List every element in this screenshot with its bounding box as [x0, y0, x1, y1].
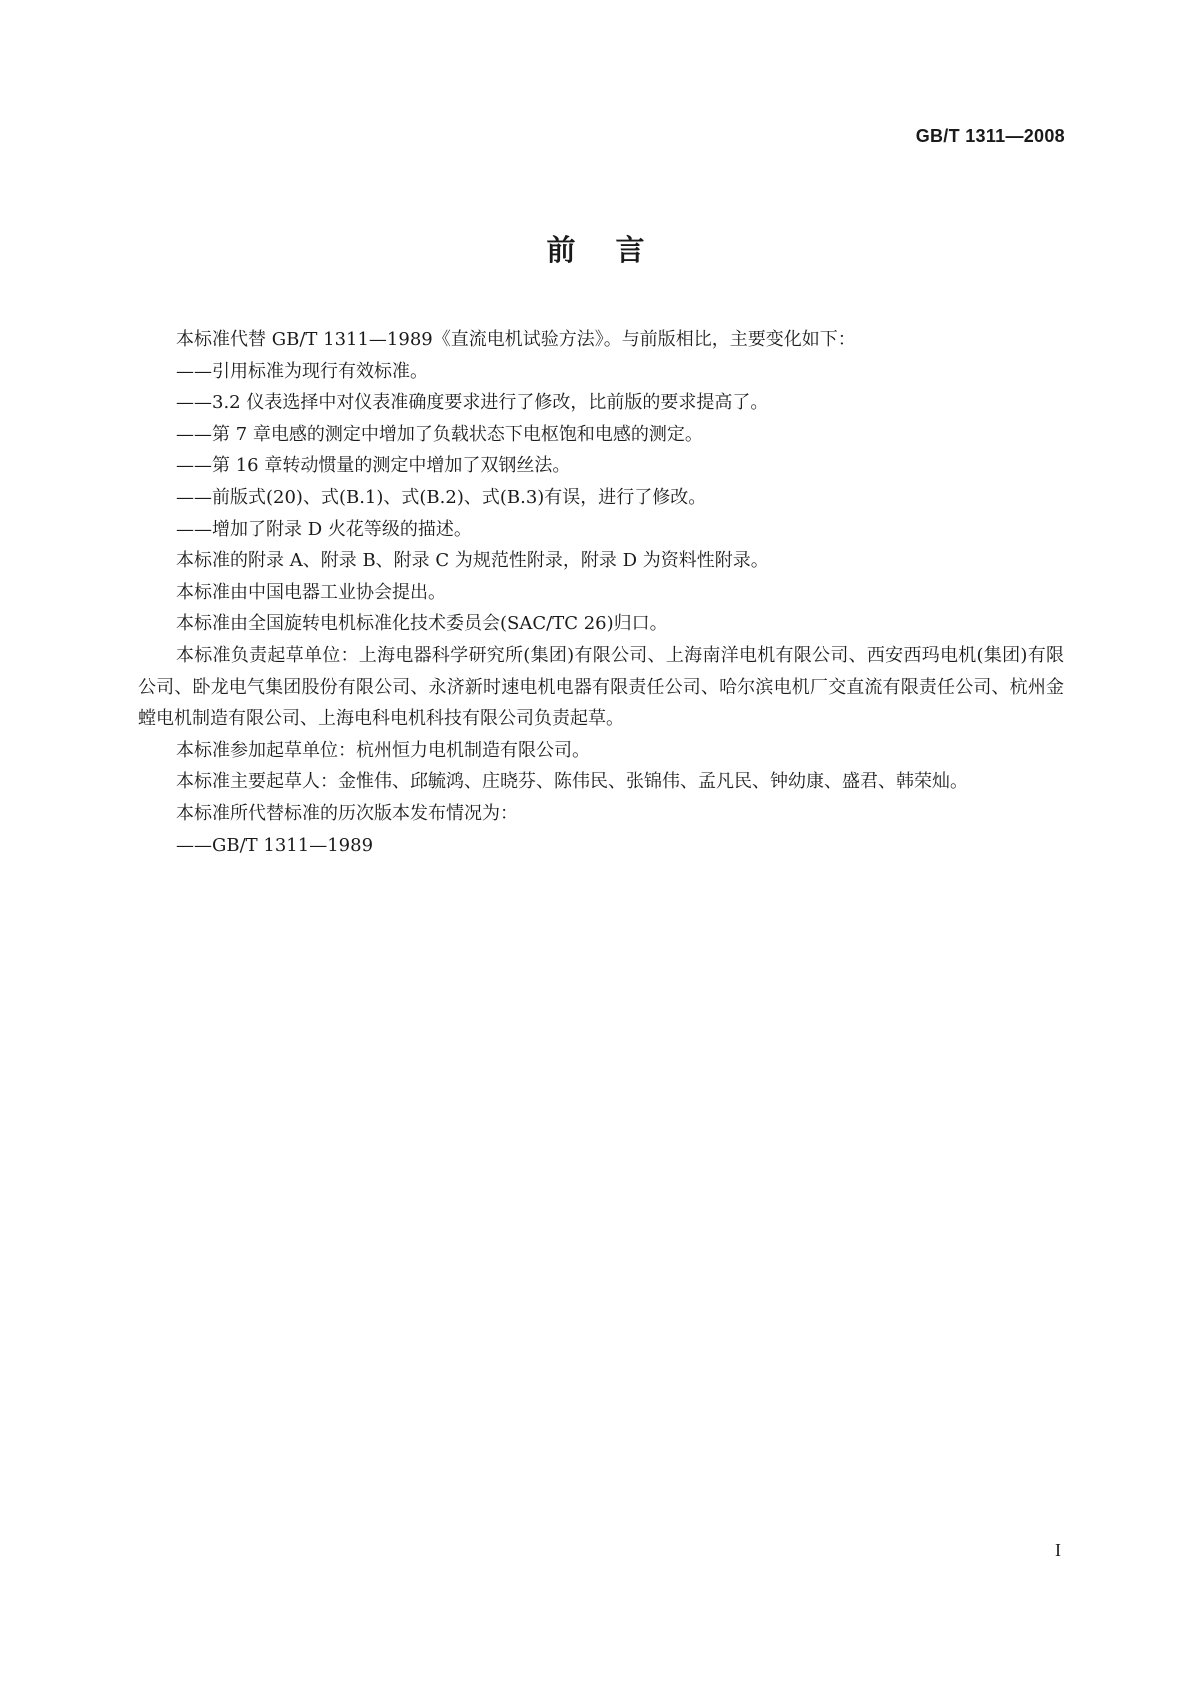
page-number: I [1055, 1540, 1061, 1560]
paragraph-history: 本标准所代替标准的历次版本发布情况为： [176, 802, 518, 824]
list-item-change: ——3.2 仪表选择中对仪表准确度要求进行了修改，比前版的要求提高了。 [176, 392, 769, 414]
paragraph-participating-units: 本标准参加起草单位：杭州恒力电机制造有限公司。 [176, 739, 590, 761]
list-item-change: ——前版式(20)、式(B.1)、式(B.2)、式(B.3)有误，进行了修改。 [176, 486, 707, 508]
paragraph-drafters: 本标准主要起草人：金惟伟、邱毓鸿、庄晓芬、陈伟民、张锦伟、孟凡民、钟幼康、盛君、韩荣灿。 [176, 771, 968, 793]
list-item-history: ——GB/T 1311—1989 [176, 834, 374, 856]
list-item-change: ——增加了附录 D 火花等级的描述。 [176, 518, 472, 540]
list-item-change: ——引用标准为现行有效标准。 [176, 360, 428, 382]
paragraph-appendix: 本标准的附录 A、附录 B、附录 C 为规范性附录，附录 D 为资料性附录。 [176, 550, 769, 572]
paragraph-proposer: 本标准由中国电器工业协会提出。 [176, 581, 446, 603]
paragraph-drafting-units: 本标准负责起草单位：上海电器科学研究所(集团)有限公司、上海南洋电机有限公司、西安西玛电机(集团)有限公司、卧龙电气集团股份有限公司、永济新时速电机电器有限责任公司、哈尔滨电机厂交直流有限责任公司、杭州金螳电机制造有限公司、上海电科电机科技有限公司负责起草。 [138, 644, 1064, 730]
list-item-change: ——第 16 章转动惯量的测定中增加了双钢丝法。 [176, 455, 571, 477]
paragraph-committee: 本标准由全国旋转电机标准化技术委员会(SAC/TC 26)归口。 [176, 613, 668, 635]
list-item-change: ——第 7 章电感的测定中增加了负载状态下电枢饱和电感的测定。 [176, 423, 703, 445]
paragraph-intro: 本标准代替 GB/T 1311—1989《直流电机试验方法》。与前版相比，主要变化如下： [176, 329, 856, 350]
standard-code: GB/T 1311—2008 [915, 126, 1065, 146]
document-body [138, 324, 1064, 861]
page-title: 前言 [546, 233, 685, 267]
